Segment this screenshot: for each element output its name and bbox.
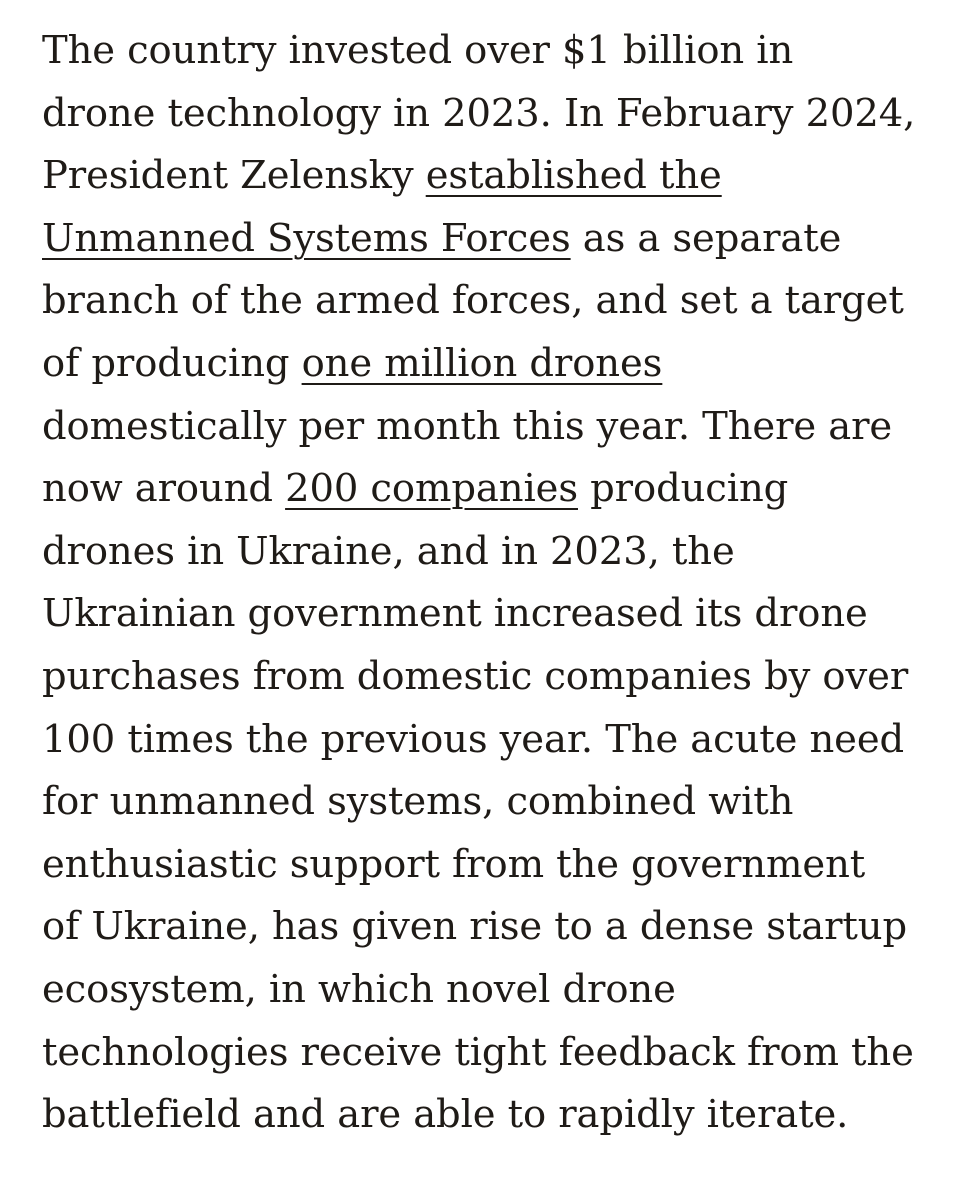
text-line xyxy=(42,333,952,396)
text-line xyxy=(42,145,952,208)
text-line: ecosystem, in which novel drone xyxy=(42,966,676,1012)
text-segment: producing xyxy=(578,466,789,512)
link-unmanned-systems-forces[interactable]: established the xyxy=(425,153,722,199)
text-line: drones in Ukraine, and in 2023, the xyxy=(42,528,735,574)
text-line: of Ukraine, has given rise to a dense startup xyxy=(42,904,908,950)
link-one-million-drones[interactable]: one million drones xyxy=(301,340,663,386)
link-unmanned-systems-forces-continued[interactable]: Unmanned Systems Forces xyxy=(42,215,571,261)
text-segment: President Zelensky xyxy=(42,153,426,199)
text-line xyxy=(42,208,952,271)
article-paragraph xyxy=(42,20,952,1147)
text-segment: now around xyxy=(42,466,286,512)
text-line: domestically per month this year. There are xyxy=(42,403,893,449)
text-line: purchases from domestic companies by over xyxy=(42,653,909,699)
text-line xyxy=(42,458,952,521)
text-line: technologies receive tight feedback from the xyxy=(42,1029,914,1075)
text-line: battlefield and are able to rapidly iterate. xyxy=(42,1092,849,1138)
link-200-companies[interactable]: 200 companies xyxy=(285,466,578,512)
text-segment: as a separate xyxy=(582,215,842,261)
text-line: enthusiastic support from the government xyxy=(42,841,866,887)
text-line: 100 times the previous year. The acute need xyxy=(42,716,905,762)
text-line: Ukrainian government increased its drone xyxy=(42,591,868,637)
text-line: drone technology in 2023. In February 2024, xyxy=(42,90,916,136)
text-segment: of producing xyxy=(42,340,302,386)
text-line: for unmanned systems, combined with xyxy=(42,779,794,825)
text-line: The country invested over $1 billion in xyxy=(42,28,794,73)
text-line: branch of the armed forces, and set a target xyxy=(42,278,904,324)
